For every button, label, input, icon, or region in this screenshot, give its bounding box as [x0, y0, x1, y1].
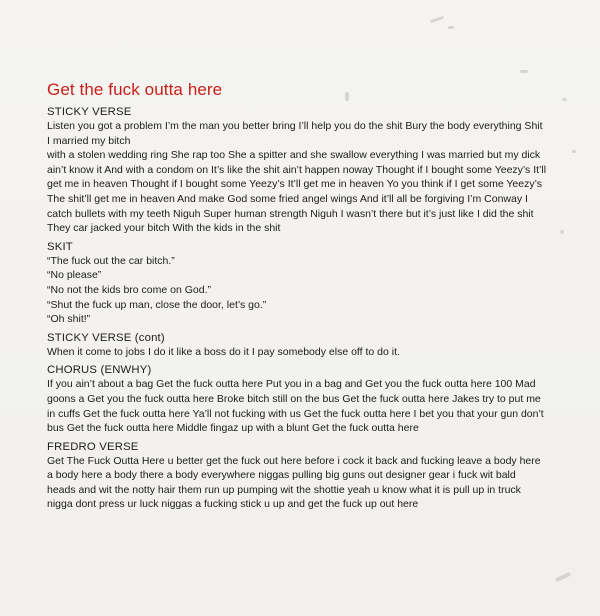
lyric-line: The shit’ll get me in heaven And make God some fried angel wings And it’ll all be forgiving I’m Conway I [47, 192, 528, 205]
lyric-line: “The fuck out the car bitch.” [47, 254, 175, 267]
lyric-line: “Oh shit!” [47, 313, 91, 326]
lyric-line: I married my bitch [47, 134, 131, 147]
song-title: Get the fuck outta here [47, 80, 223, 99]
lyric-line: catch bullets with my teeth Niguh Super human strength Niguh I wasn’t there but it’s just like I did the shit [47, 207, 534, 220]
lyric-line: a body here a body there a body everywhere niggas pulling big guns out designer gear i fuck wit bald [47, 469, 516, 482]
lyric-line: Listen you got a problem I’m the man you better bring I’ll help you do the shit Bury the body everything Shit [47, 120, 543, 132]
lyric-line: They car jacked your bitch With the kids in the shit [47, 222, 281, 235]
paper-speck [448, 26, 454, 29]
lyric-line: heads and wit the notty hair them run up pumping wit the shottie yeah u know what it is pull up in truck [47, 483, 521, 496]
section-chorus [47, 363, 567, 435]
lyric-line: “Shut the fuck up man, close the door, let’s go.” [47, 298, 267, 311]
section-heading: STICKY VERSE [47, 106, 132, 118]
section-heading: SKIT [47, 240, 73, 253]
section-heading: CHORUS (ENWHY) [47, 364, 152, 377]
paper-speck [430, 16, 444, 24]
paper-speck [555, 572, 571, 582]
lyric-line: nigga dont press ur luck niggas a fucking stick u up and get the fuck up out here [47, 498, 419, 511]
lyric-line: When it come to jobs I do it like a boss do it I pay somebody else off to do it. [47, 345, 400, 358]
lyrics-content [47, 80, 567, 516]
lyric-line: in cuffs Get the fuck outta here Ya’ll not fucking with us Get the fuck outta here I bet you that your gun don’t [47, 407, 544, 420]
paper-speck [520, 70, 528, 73]
lyric-line: If you ain’t about a bag Get the fuck outta here Put you in a bag and Get you the fuck outta here 100 Mad [47, 378, 536, 391]
lyric-line: goons a Get you the fuck outta here Broke bitch still on the bus Get the fuck outta here Jakes try to put me [47, 392, 541, 405]
lyric-line: bus Get the fuck outta here Middle fingaz up with a blunt Get the fuck outta here [47, 422, 419, 435]
lyric-line: get me in heaven Thought if I bought some Yeezy’s It’ll get me in heaven Yo you think if I get some Yeezy’s [47, 178, 542, 191]
lyric-line: with a stolen wedding ring She rap too She a spitter and she swallow everything I was married but my dick [47, 149, 541, 162]
section-skit [47, 240, 567, 327]
lyric-line: Get The Fuck Outta Here u better get the fuck out here before i cock it back and fucking leave a body here [47, 454, 541, 467]
section-sticky-verse-cont [47, 331, 567, 360]
section-fredro-verse [47, 440, 567, 512]
paper-speck [572, 150, 576, 153]
section-heading: FREDRO VERSE [47, 440, 139, 453]
section-heading: STICKY VERSE (cont) [47, 331, 165, 344]
lyric-line: “No not the kids bro come on God.” [47, 283, 211, 296]
lyric-line: “No please” [47, 269, 102, 282]
lyric-line: ain’t know it And with a condom on It’s like the shit ain’t happen noway Thought if I bought some Yeezy’s It’ll [47, 163, 547, 176]
section-sticky-verse [47, 105, 567, 236]
